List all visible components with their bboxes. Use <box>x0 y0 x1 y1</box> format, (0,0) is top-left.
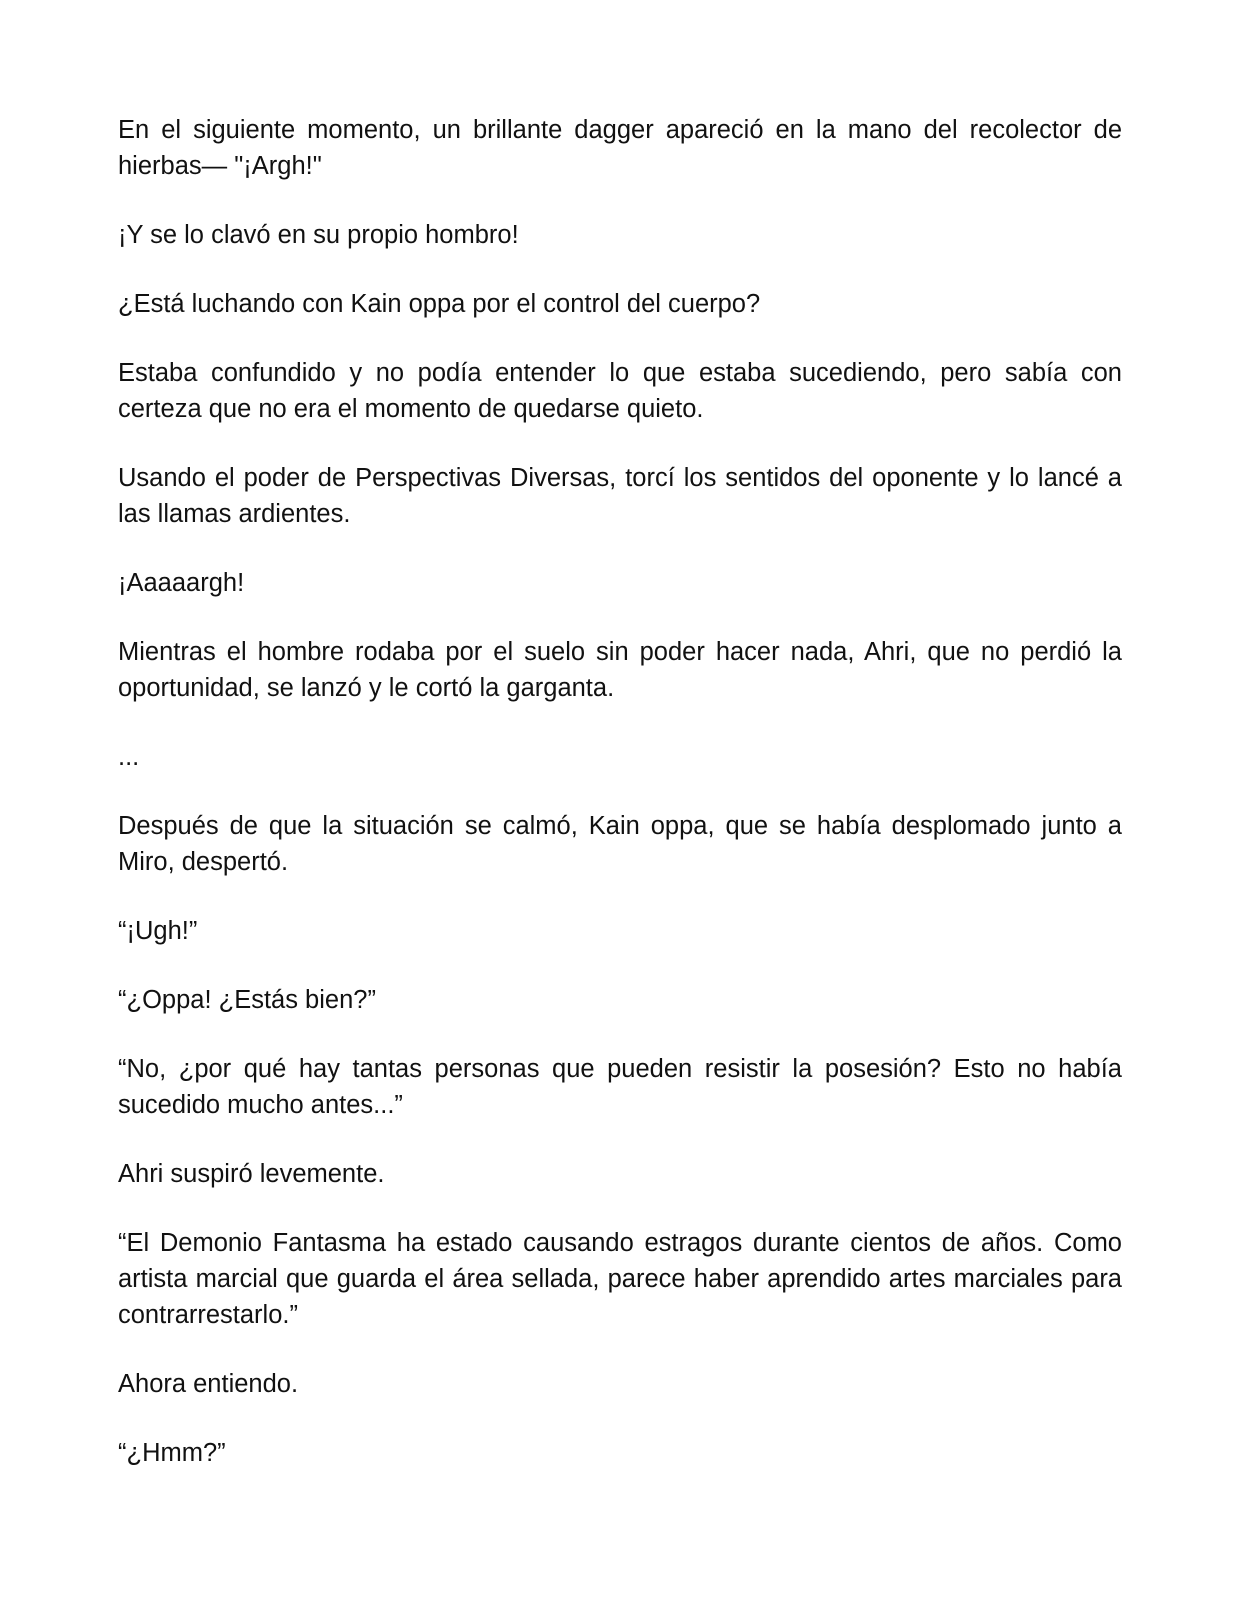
paragraph-12: “No, ¿por qué hay tantas personas que pueden resistir la posesión? Esto no había sucedido mucho antes...” <box>118 1055 1122 1119</box>
paragraph-16: “¿Hmm?” <box>118 1439 226 1467</box>
paragraph-3: ¿Está luchando con Kain oppa por el control del cuerpo? <box>118 290 761 318</box>
paragraph-14: “El Demonio Fantasma ha estado causando estragos durante cientos de años. Como artista marcial que guarda el área sellada, parece haber aprendido artes marciales para contrarrestarlo.” <box>118 1229 1122 1329</box>
paragraph-9: Después de que la situación se calmó, Kain oppa, que se había desplomado junto a Miro, despertó. <box>118 812 1122 876</box>
paragraph-4: Estaba confundido y no podía entender lo que estaba sucediendo, pero sabía con certeza que no era el momento de quedarse quieto. <box>118 359 1122 423</box>
paragraph-8: ... <box>118 743 140 771</box>
paragraph-7: Mientras el hombre rodaba por el suelo sin poder hacer nada, Ahri, que no perdió la oportunidad, se lanzó y le cortó la garganta. <box>118 638 1122 702</box>
paragraph-6: ¡Aaaaargh! <box>118 569 245 597</box>
paragraph-11: “¿Oppa! ¿Estás bien?” <box>118 986 376 1014</box>
paragraph-2: ¡Y se lo clavó en su propio hombro! <box>118 221 519 249</box>
document-body <box>118 112 1122 1471</box>
paragraph-5: Usando el poder de Perspectivas Diversas, torcí los sentidos del oponente y lo lancé a las llamas ardientes. <box>118 464 1122 528</box>
paragraph-10: “¡Ugh!” <box>118 917 198 945</box>
paragraph-1: En el siguiente momento, un brillante dagger apareció en la mano del recolector de hierbas— "¡Argh!" <box>118 116 1122 180</box>
paragraph-13: Ahri suspiró levemente. <box>118 1160 385 1188</box>
paragraph-15: Ahora entiendo. <box>118 1370 299 1398</box>
